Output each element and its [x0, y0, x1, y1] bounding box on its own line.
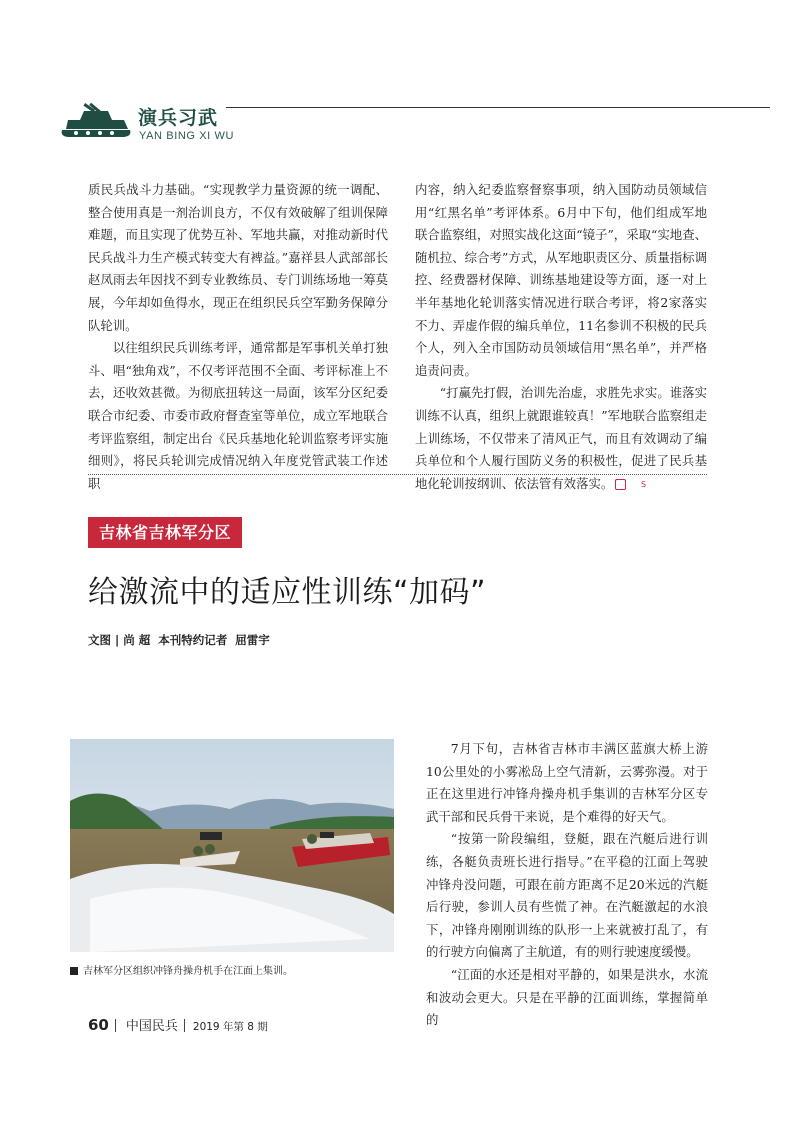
bottom-right-column: [426, 738, 708, 1032]
article-headline: 给激流中的适应性训练“加码”: [88, 575, 487, 610]
magazine-name: 中国民兵: [125, 1019, 178, 1034]
page-footer: [88, 1015, 268, 1034]
caption-bullet-icon: [70, 967, 78, 975]
paragraph: “江面的水还是相对平静的，如果是洪水，水流和波动会更大。只是在平静的江面训练，掌握简单的: [426, 966, 708, 1028]
page-number: 60: [88, 1016, 109, 1034]
article-photo: [70, 739, 394, 952]
byline: 文图 | 尚 超 本刊特约记者 屈雷宇: [88, 633, 270, 647]
top-right-column: [415, 179, 707, 495]
top-left-column: [88, 179, 388, 495]
photo-caption: 吉林军分区组织冲锋舟操舟机手在江面上集训。: [70, 962, 293, 977]
region-badge: 吉林省吉林军分区: [88, 517, 242, 548]
paragraph: 以往组织民兵训练考评，通常都是军事机关单打独斗、唱“独角戏”，不仅考评范围不全面、考评标准上不去，还收效甚微。为彻底扭转这一局面，该军分区纪委联合市纪委、市委市政府督查室等单位，成立军地联合考评监察组，制定出台《民兵基地化轮训监察考评实施细则》，将民兵轮训完成情况纳入年度党管武装工作述职: [88, 340, 388, 491]
author-name: 屈雷宇: [235, 633, 270, 647]
footer-separator: [115, 1019, 116, 1032]
paragraph: 内容，纳入纪委监察督察事项，纳入国防动员领域信用“红黑名单”考评体系。6月中下旬，他们组成军地联合监察组，对照实战化这面“镜子”，采取“实地查、随机拉、综合考”方式，从军地职责区分、质量指标调控、经费器材保障、训练基地建设等方面，逐一对上半年基地化轮训落实情况进行联合考评，将2家落实不力、弄虚作假的编兵单位，11名参训不积极的民兵个人，列入全市国防动员领域信用“黑名单”，并严格追责问责。: [415, 182, 707, 378]
paragraph: 7月下旬，吉林省吉林市丰满区蓝旗大桥上游10公里处的小雾凇岛上空气清新，云雾弥漫。对于正在这里进行冲锋舟操舟机手集训的吉林军分区专武干部和民兵骨干来说，是个难得的好天气。: [426, 741, 708, 824]
section-subtitle: YAN BING XI WU: [139, 130, 234, 142]
byline-label: 文图: [88, 633, 111, 647]
article-end-icon: S: [615, 479, 626, 490]
header-rule: [226, 107, 770, 108]
section-divider: [88, 474, 707, 475]
reporter-title: 本刊特约记者: [158, 633, 228, 647]
paragraph: “打赢先打假，治训先治虚，求胜先求实。谁落实训练不认真，组织上就跟谁较真！”军地联合监察组走上训练场，不仅带来了清风正气，而且有效调动了编兵单位和个人履行国防义务的积极性，促进了民兵基地化轮训按纲训、依法管有效落实。 S: [415, 385, 707, 491]
section-title: 演兵习武: [138, 107, 219, 129]
footer-separator: [184, 1019, 185, 1032]
issue-number: 2019 年第 8 期: [192, 1021, 268, 1033]
paragraph: 质民兵战斗力基础。“实现教学力量资源的统一调配、整合使用真是一剂治训良方，不仅有效破解了组训保障难题，而且实现了优势互补、军地共赢，对推动新时代民兵战斗力生产模式转变大有裨益。”嘉祥县人武部部长赵凤雨去年因找不到专业教练员、专门训练场地一筹莫展，今年却如鱼得水，现正在组织民兵空军勤务保障分队轮训。: [88, 182, 388, 333]
author-name: 尚 超: [123, 633, 151, 647]
paragraph: “按第一阶段编组，登艇，跟在汽艇后进行训练，各艇负责班长进行指导。”在平稳的江面上驾驶冲锋舟没问题，可跟在前方距离不足20米远的汽艇后行驶，参训人员有些慌了神。在汽艇激起的水浪下，冲锋舟刚刚训练的队形一上来就被打乱了，有的行驶方向偏离了主航道，有的则行驶速度缓慢。: [426, 831, 708, 960]
